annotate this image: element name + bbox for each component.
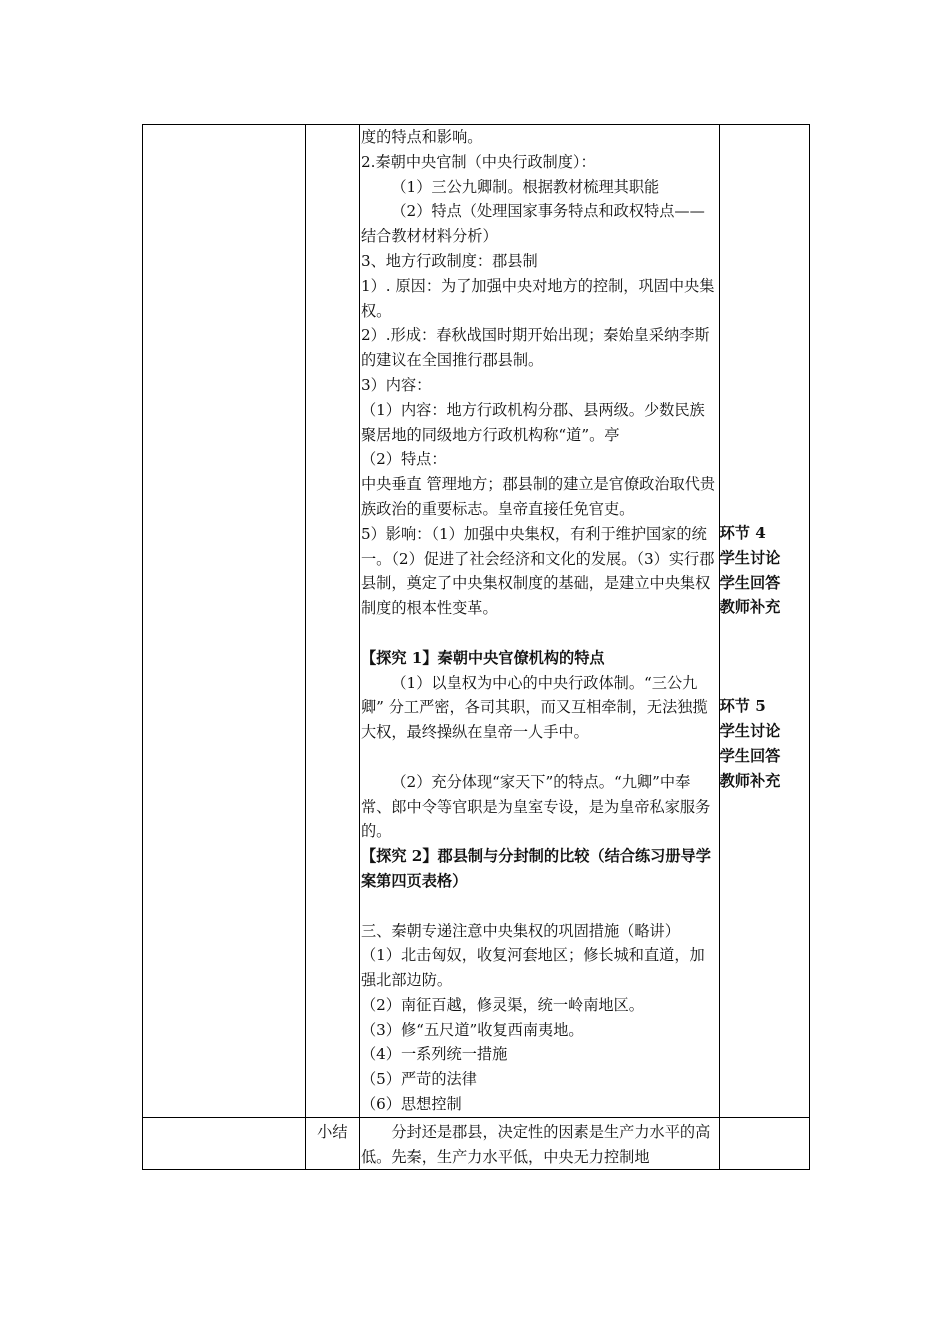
content-line: 【探究 1】秦朝中央官僚机构的特点 <box>360 648 605 667</box>
content-line: 3、地方行政制度：郡县制 <box>360 251 538 270</box>
content-line: 2）.形成：春秋战国时期开始出现；秦始皇采纳李斯的建议在全国推行郡县制。 <box>360 326 710 370</box>
content-line: （2）特点（处理国家事务特点和政权特点——结合教材材料分析） <box>360 202 705 246</box>
step5-label: 环节 5 <box>719 697 766 716</box>
content-line: （3）修“五尺道”收复西南夷地。 <box>360 1020 584 1039</box>
content-line: （1）北击匈奴，收复河套地区；修长城和直道，加强北部边防。 <box>360 946 705 990</box>
content-line: 5）影响：（1）加强中央集权，有利于维护国家的统一。（2）促进了社会经济和文化的发展。（3）实行郡县制，奠定了中央集权制度的基础，是建立中央集权制度的根本性变革。 <box>360 524 715 618</box>
cell-summary-label <box>305 1117 359 1170</box>
lesson-plan-table <box>142 124 810 1170</box>
step5-supplement: 教师补充 <box>719 771 781 790</box>
cell-summary-empty <box>143 1117 306 1170</box>
blank-line <box>361 621 719 646</box>
content-line: 度的特点和影响。 <box>360 128 483 146</box>
content-line: 【探究 2】郡县制与分封制的比较（结合练习册导学案第四页表格） <box>360 847 711 890</box>
content-line: （1）内容：地方行政机构分郡、县两级。少数民族聚居地的同级地方行政机构称“道”。亭 <box>360 400 705 444</box>
content-line: （1）三公九卿制。根据教材梳理其职能 <box>391 177 660 196</box>
cell-empty-2 <box>305 125 359 1118</box>
content-line: 1）. 原因：为了加强中央对地方的控制，巩固中央集权。 <box>360 276 715 320</box>
step5-answer: 学生回答 <box>719 746 781 765</box>
content-line: 2.秦朝中央官制（中央行政制度）： <box>360 152 596 171</box>
content-line: （4）一系列统一措施 <box>360 1045 508 1064</box>
step5-discuss: 学生讨论 <box>719 721 781 740</box>
cell-summary-side <box>719 1117 809 1170</box>
summary-label: 小结 <box>317 1122 348 1141</box>
content-line: （2）南征百越，修灵渠，统一岭南地区。 <box>360 995 644 1014</box>
content-line: （6）思想控制 <box>360 1095 462 1114</box>
table-row-content <box>143 125 810 1118</box>
cell-summary-text <box>359 1117 719 1170</box>
content-line: （2）充分体现“家天下”的特点。“九卿”中奉常、郎中令等官职是为皇室专设，是为皇帝私家服务的。 <box>360 772 711 841</box>
summary-text <box>360 1118 719 1170</box>
content-line: 三、秦朝专递注意中央集权的巩固措施（略讲） <box>360 921 680 940</box>
cell-side-notes <box>719 125 809 1118</box>
step4-label: 环节 4 <box>719 524 766 542</box>
main-content <box>360 125 719 1117</box>
blank-line <box>361 745 719 770</box>
blank-line <box>361 894 719 919</box>
content-line: （1）以皇权为中心的中央行政体制。“三公九卿” 分工严密，各司其职，而又互相牵制，无法独揽大权，最终操纵在皇帝一人手中。 <box>360 673 708 742</box>
cell-empty-1 <box>143 125 306 1118</box>
step4-discuss: 学生讨论 <box>719 548 781 567</box>
content-line: （2）特点： <box>360 450 447 469</box>
side-notes <box>720 125 809 793</box>
cell-main-content <box>359 125 719 1118</box>
content-line: 中央垂直 管理地方；郡县制的建立是官僚政治取代贵族政治的重要标志。皇帝直接任免官吏。 <box>360 475 716 518</box>
content-line: 3）内容： <box>360 375 432 394</box>
table-row-summary <box>143 1117 810 1170</box>
step4-supplement: 教师补充 <box>719 598 781 617</box>
content-line: （5）严苛的法律 <box>360 1070 477 1089</box>
summary-paragraph: 分封还是郡县，决定性的因素是生产力水平的高低。先秦，生产力水平低，中央无力控制地 <box>360 1122 711 1166</box>
step4-answer: 学生回答 <box>719 573 781 592</box>
